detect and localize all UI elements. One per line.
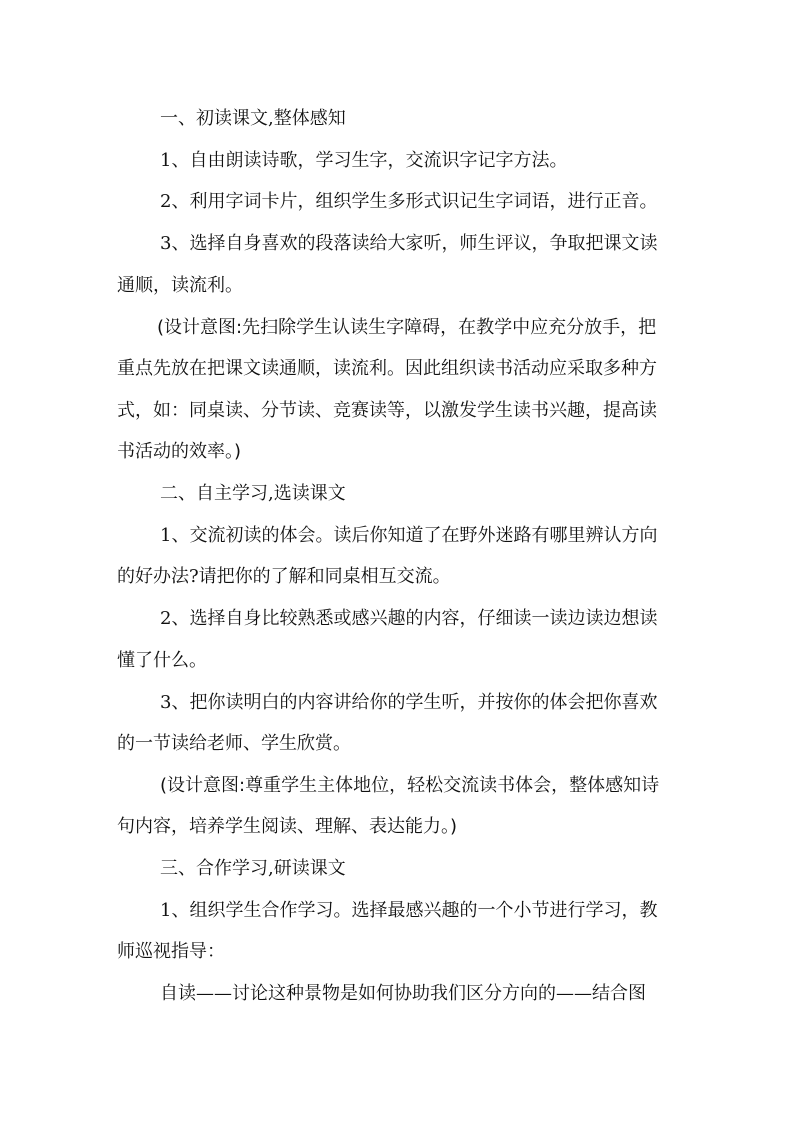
paragraph-line: 的一节读给老师、学生欣赏。 [117, 733, 351, 754]
design-intent-line: (设计意图:尊重学生主体地位，轻松交流读书体会，整体感知诗 [160, 775, 660, 796]
section-heading-1: 一、初读课文,整体感知 [160, 108, 346, 129]
section-heading-2: 二、自主学习,选读课文 [160, 483, 346, 504]
paragraph-line: 的好办法?请把你的了解和同桌相互交流。 [117, 566, 451, 587]
paragraph-line: 3、把你读明白的内容讲给你的学生听，并按你的体会把你喜欢 [160, 692, 658, 713]
paragraph-line: 1、交流初读的体会。读后你知道了在野外迷路有哪里辨认方向 [160, 525, 658, 546]
design-intent-line: 式，如：同桌读、分节读、竞赛读等，以激发学生读书兴趣，提高读 [117, 400, 657, 421]
paragraph-line: 自读——讨论这种景物是如何协助我们区分方向的——结合图 [160, 983, 646, 1004]
design-intent-line: 句内容，培养学生阅读、理解、表达能力。) [117, 816, 458, 837]
paragraph-line: 1、自由朗读诗歌，学习生字，交流识字记字方法。 [160, 150, 568, 171]
section-heading-3: 三、合作学习,研读课文 [160, 858, 346, 879]
paragraph-line: 2、利用字词卡片，组织学生多形式识记生字词语，进行正音。 [160, 191, 658, 212]
design-intent-line: 书活动的效率。) [117, 441, 242, 462]
paragraph-line: 1、组织学生合作学习。选择最感兴趣的一个小节进行学习，教 [160, 900, 658, 921]
paragraph-line: 懂了什么。 [117, 650, 207, 671]
paragraph-line: 2、选择自身比较熟悉或感兴趣的内容，仔细读一读边读边想读 [160, 608, 658, 629]
paragraph-line: 师巡视指导： [117, 941, 225, 962]
paragraph-line: 3、选择自身喜欢的段落读给大家听，师生评议，争取把课文读 [160, 233, 658, 254]
design-intent-line: 重点先放在把课文读通顺，读流利。因此组织读书活动应采取多种方 [117, 358, 657, 379]
design-intent-line: (设计意图:先扫除学生认读生字障碍，在教学中应充分放手，把 [157, 317, 657, 338]
paragraph-line: 通顺，读流利。 [117, 275, 243, 296]
